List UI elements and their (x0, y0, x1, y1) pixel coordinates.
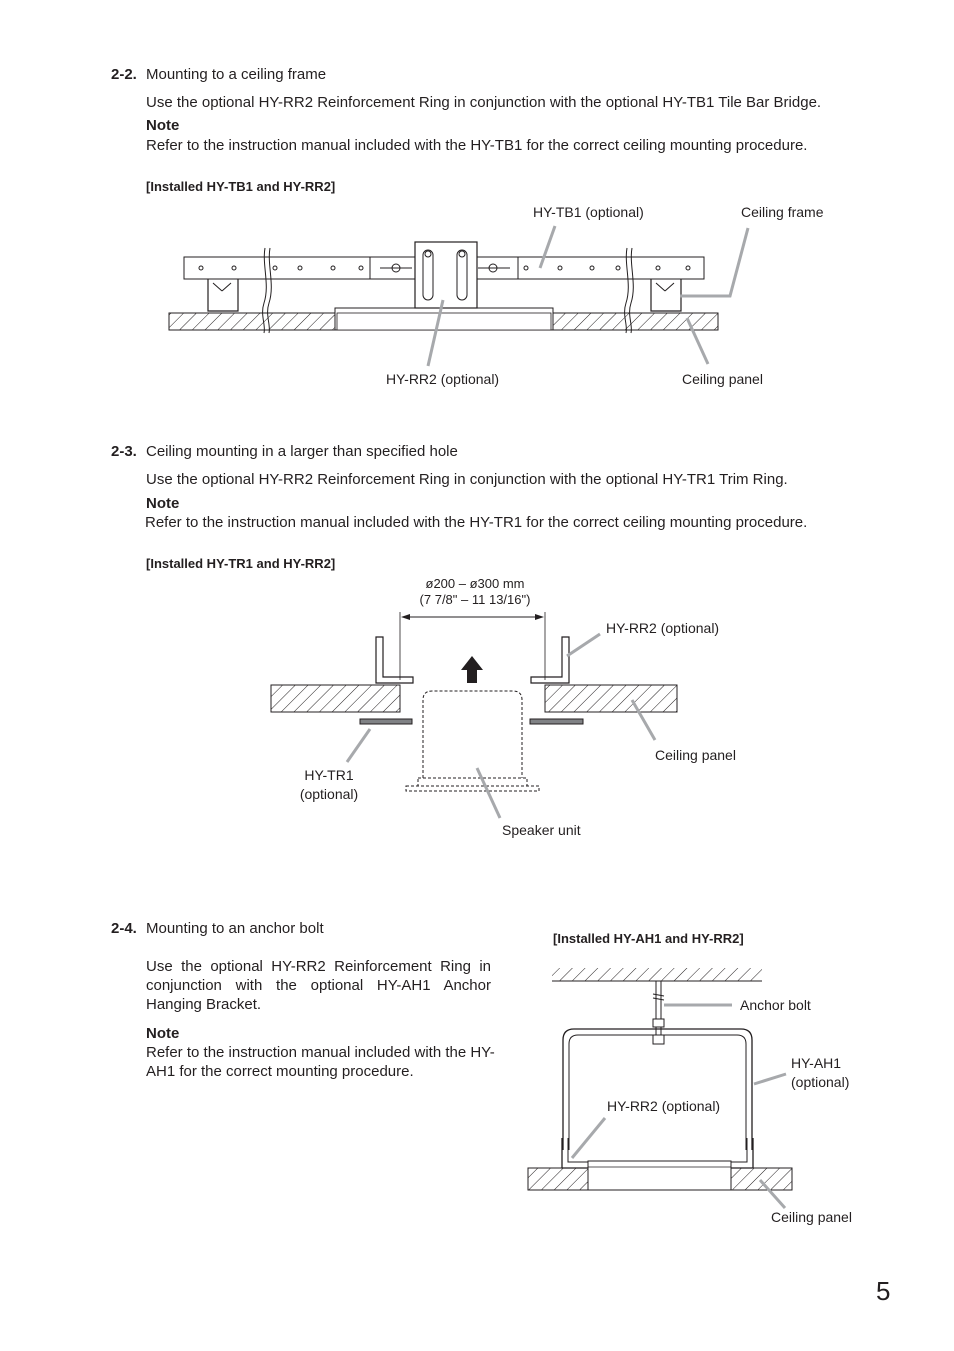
label-hy-rr2: HY-RR2 (optional) (606, 620, 720, 636)
note-text-2-4: Refer to the instruction manual included with the HY-AH1 for the correct mounting procedure. (146, 1044, 495, 1080)
figure-caption-tr1: [Installed HY-TR1 and HY-RR2] (146, 556, 336, 571)
label-hy-tr1-optional: (optional) (299, 786, 359, 802)
note-text-2-2: Refer to the instruction manual included with the HY-TB1 for the correct ceiling mounting procedure. (146, 137, 808, 154)
section-body-2-4: Use the optional HY-RR2 Reinforcement Ring in conjunction with the optional HY-AH1 Anchor Hanging Bracket. (146, 958, 491, 1013)
dimension-mm: ø200 – ø300 mm (425, 576, 525, 591)
label-hy-ah1-optional: (optional) (791, 1074, 850, 1090)
page-number: 5 (876, 1276, 891, 1306)
note-text-2-3: Refer to the instruction manual included with the HY-TR1 for the correct ceiling mounting procedure. (145, 514, 808, 531)
dimension-inch: (7 7/8" – 11 13/16") (419, 592, 531, 607)
label-ceiling-frame: Ceiling frame (741, 204, 824, 220)
note-label-2-3: Note (146, 495, 180, 512)
note-label-2-2: Note (146, 117, 180, 134)
section-title-2-2: Mounting to a ceiling frame (146, 66, 327, 83)
label-ceiling-panel: Ceiling panel (682, 371, 763, 387)
note-label-2-4: Note (146, 1025, 180, 1042)
section-title-2-3: Ceiling mounting in a larger than specified hole (146, 443, 458, 460)
section-body-2-2: Use the optional HY-RR2 Reinforcement Ring in conjunction with the optional HY-TB1 Tile Bar Bridge. (146, 94, 822, 111)
figure-caption-ah1: [Installed HY-AH1 and HY-RR2] (553, 931, 744, 946)
section-title-2-4: Mounting to an anchor bolt (146, 920, 324, 937)
label-hy-tb1: HY-TB1 (optional) (533, 204, 644, 220)
label-hy-ah1: HY-AH1 (791, 1055, 842, 1071)
section-number-2-2: 2-2. (111, 66, 137, 83)
label-speaker-unit: Speaker unit (502, 822, 581, 838)
section-number-2-4: 2-4. (111, 920, 137, 937)
label-ceiling-panel: Ceiling panel (771, 1209, 852, 1225)
figure-tb1 (169, 226, 748, 366)
figure-caption-tb1: [Installed HY-TB1 and HY-RR2] (146, 179, 336, 194)
label-anchor-bolt: Anchor bolt (740, 997, 811, 1013)
label-hy-tr1: HY-TR1 (304, 767, 354, 783)
label-hy-rr2: HY-RR2 (optional) (386, 371, 500, 387)
section-number-2-3: 2-3. (111, 443, 137, 460)
section-body-2-3: Use the optional HY-RR2 Reinforcement Ring in conjunction with the optional HY-TR1 Trim Ring. (146, 471, 788, 488)
label-ceiling-panel: Ceiling panel (655, 747, 736, 763)
label-hy-rr2: HY-RR2 (optional) (607, 1098, 721, 1114)
